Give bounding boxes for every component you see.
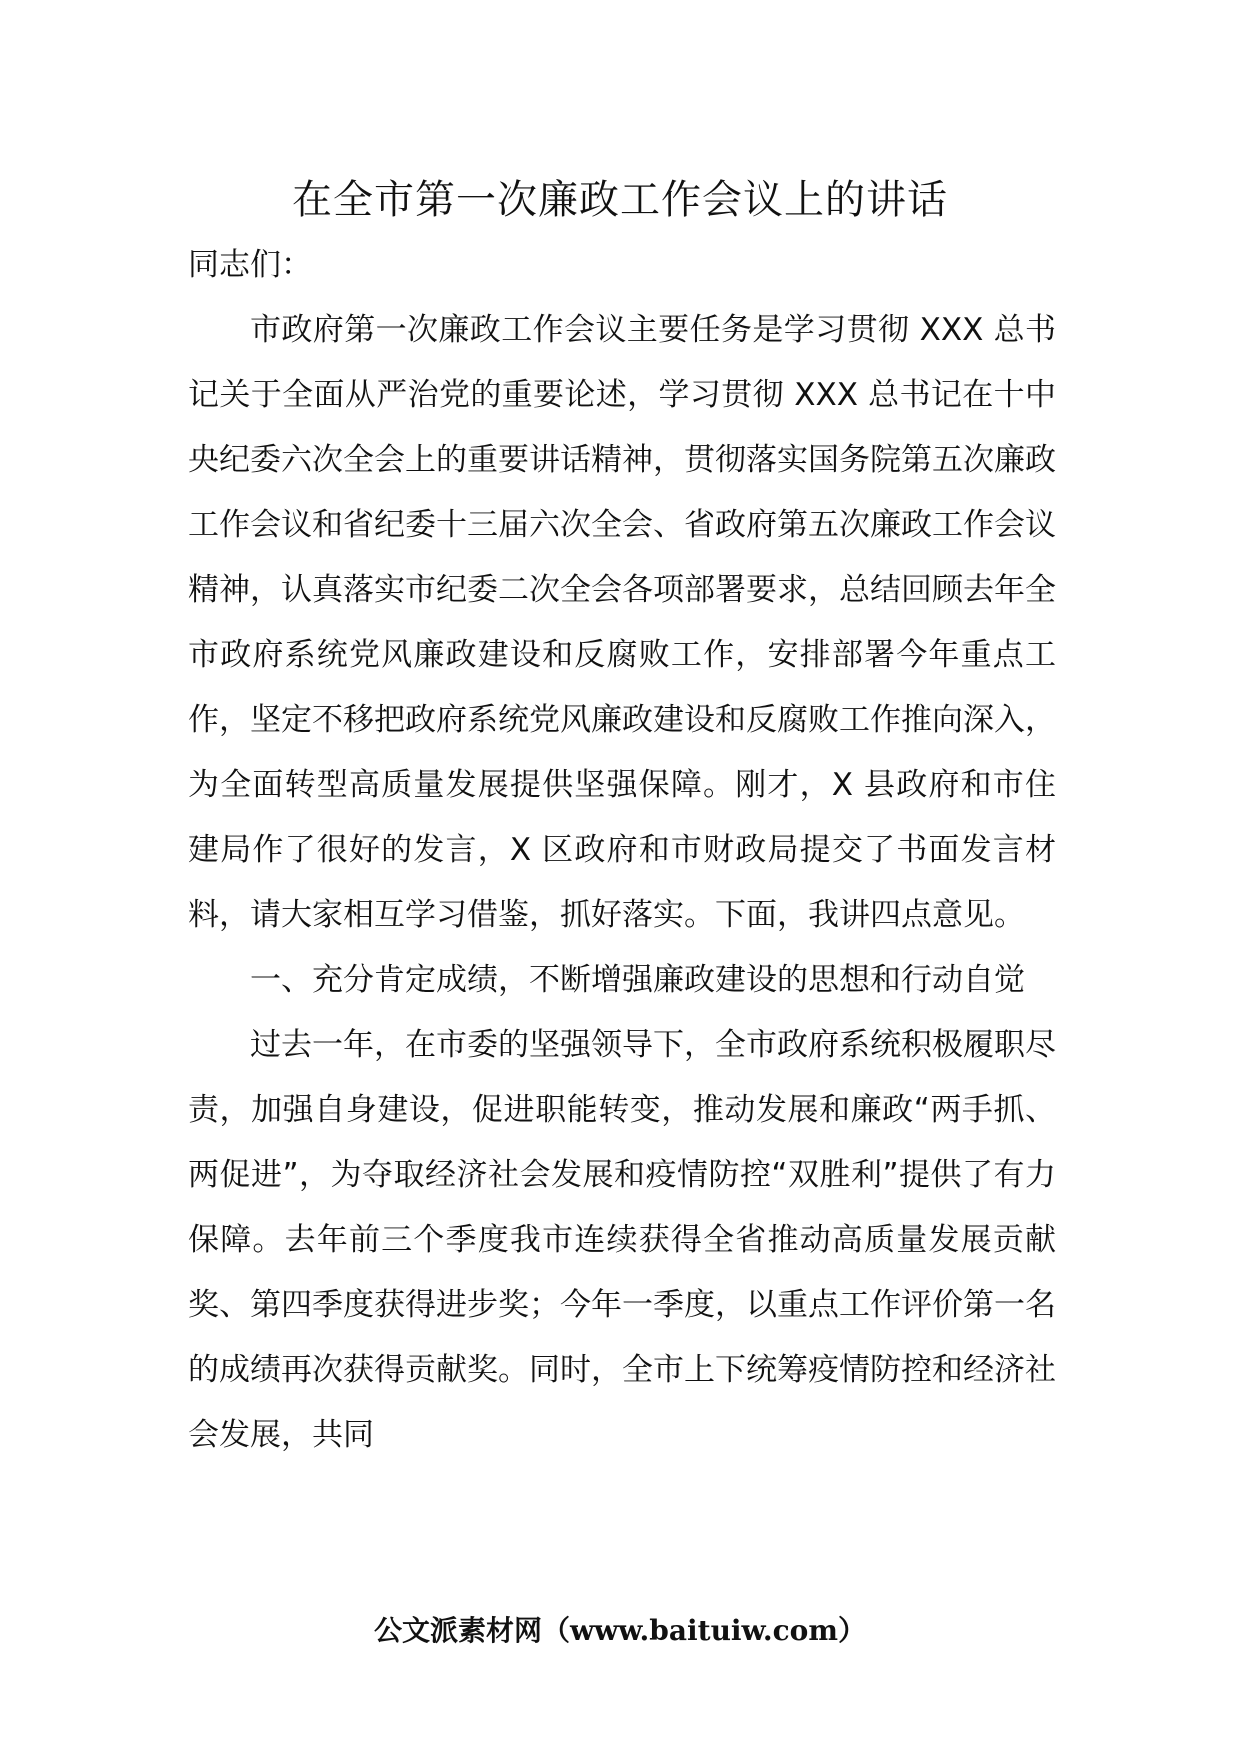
paragraph-intro: 市政府第一次廉政工作会议主要任务是学习贯彻 XXX 总书记关于全面从严治党的重要论述，学习贯彻 XXX 总书记在十中央纪委六次全会上的重要讲话精神，贯彻落实国务院第五次廉政工作会议和省纪委十三届六次全会、省政府第五次廉政工作会议精神，认真落实市纪委二次全会各项部署要求，总结回顾去年全市政府系统党风廉政建设和反腐败工作，安排部署今年重点工作，坚定不移把政府系统党风廉政建设和反腐败工作推向深入，为全面转型高质量发展提供坚强保障。刚才，X 县政府和市住建局作了很好的发言，X 区政府和市财政局提交了书面发言材料，请大家相互学习借鉴，抓好落实。下面，我讲四点意见。 — [188, 312, 1056, 933]
document-title: 在全市第一次廉政工作会议上的讲话 — [292, 177, 948, 223]
paragraph-achievements: 过去一年，在市委的坚强领导下，全市政府系统积极履职尽责，加强自身建设，促进职能转变，推动发展和廉政“两手抓、两促进”，为夺取经济社会发展和疫情防控“双胜利”提供了有力保障。去年前三个季度我市连续获得全省推动高质量发展贡献奖、第四季度获得进步奖；今年一季度，以重点工作评价第一名的成绩再次获得贡献奖。同时，全市上下统筹疫情防控和经济社会发展，共同 — [188, 1027, 1056, 1453]
document-body — [188, 233, 1056, 1468]
footer-watermark: 公文派素材网（www.baituiw.com） — [374, 1614, 866, 1647]
salutation: 同志们： — [188, 247, 312, 283]
section-heading-1: 一、充分肯定成绩，不断增强廉政建设的思想和行动自觉 — [250, 962, 1025, 998]
